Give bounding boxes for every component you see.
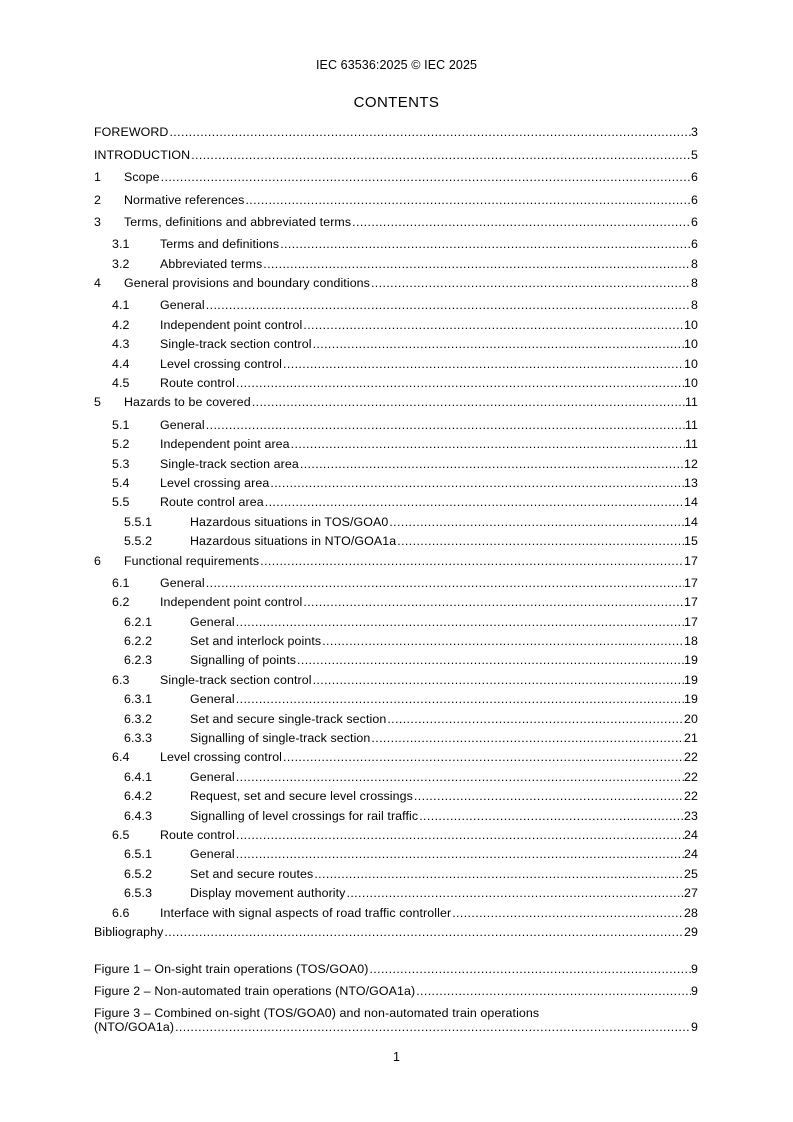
toc-entry-title: FOREWORD [94, 125, 169, 139]
dot-leader [262, 257, 691, 271]
toc-entry-page: 21 [684, 731, 698, 745]
toc-entry-number: 5.3 [112, 456, 130, 471]
dot-leader [251, 395, 685, 409]
toc-entry-title: General [160, 417, 205, 432]
dot-leader [386, 712, 684, 726]
toc-entry-title: Scope [124, 170, 160, 184]
dot-leader [205, 576, 684, 590]
toc-entry-page: 10 [684, 356, 698, 371]
toc-entry[interactable] [94, 673, 698, 687]
toc-entry-page: 22 [684, 750, 698, 765]
toc-entry-page: 28 [684, 905, 698, 920]
toc-entry-title: Single-track section control [160, 337, 312, 352]
toc-entry-page: 29 [684, 925, 698, 939]
contents-title: CONTENTS [353, 94, 440, 111]
toc-entry-number: 4 [94, 276, 101, 291]
toc-entry-number: 6.4.2 [124, 789, 153, 804]
toc-entry[interactable] [94, 750, 698, 764]
toc-entry[interactable] [94, 125, 698, 139]
figure-entry-page: 9 [691, 962, 698, 976]
toc-entry-title: Display movement authority [190, 886, 346, 901]
toc-entry-title: Functional requirements [124, 553, 260, 568]
toc-entry[interactable] [94, 337, 698, 351]
toc-entry[interactable] [94, 886, 698, 900]
toc-entry-title: Signalling of points [190, 653, 297, 668]
toc-entry-number: 6.2.2 [124, 634, 153, 648]
toc-entry[interactable] [94, 298, 698, 312]
dot-leader [235, 847, 684, 861]
toc-entry-number: 4.2 [112, 317, 130, 332]
toc-entry-number: 2 [94, 192, 101, 207]
toc-entry[interactable] [94, 653, 698, 667]
dot-leader [345, 886, 684, 900]
toc-entry-title: Hazardous situations in TOS/GOA0 [190, 514, 389, 529]
toc-entry-title: Hazardous situations in NTO/GOA1a [190, 534, 397, 549]
figure-entry-page: 9 [691, 1020, 698, 1034]
toc-entry-page: 24 [684, 828, 698, 842]
toc-entry-title: Independent point control [160, 317, 303, 332]
toc-entry-title: Signalling of single-track section [190, 731, 371, 745]
toc-entry[interactable] [94, 615, 698, 629]
toc-entry-page: 27 [684, 886, 698, 901]
toc-entry-number: 6.2.3 [124, 653, 153, 668]
toc-entry[interactable] [94, 476, 698, 490]
toc-entry[interactable] [94, 809, 698, 823]
dot-leader [415, 984, 691, 998]
toc-entry[interactable] [94, 847, 698, 861]
toc-entry-page: 11 [684, 417, 698, 432]
dot-leader [351, 215, 691, 229]
toc-entry-number: 1 [94, 170, 101, 184]
toc-entry[interactable] [94, 457, 698, 471]
toc-entry-title: Level crossing control [160, 356, 283, 371]
page-header: IEC 63536:2025 © IEC 2025 [315, 58, 478, 72]
toc-entry-number: 6.1 [112, 575, 130, 590]
toc-entry[interactable] [94, 418, 698, 432]
toc-entry-title: Route control [160, 828, 235, 842]
toc-entry-title: Independent point area [160, 437, 290, 452]
toc-entry[interactable] [94, 257, 698, 271]
toc-entry-page: 10 [684, 337, 698, 352]
toc-entry-number: 6 [94, 553, 101, 568]
dot-leader [205, 418, 685, 432]
toc-entry[interactable] [94, 357, 698, 371]
toc-entry-page: 5 [691, 147, 698, 162]
toc-entry[interactable] [94, 515, 698, 529]
dot-leader [190, 148, 691, 162]
figure-entry-title: Figure 2 – Non-automated train operations (NTO/GOA1a) [94, 984, 416, 998]
toc-entry-number: 6.2.1 [124, 614, 153, 629]
dot-leader [312, 337, 684, 351]
toc-entry[interactable] [94, 712, 698, 726]
toc-entry[interactable] [94, 789, 698, 803]
dot-leader [235, 376, 684, 390]
toc-entry-page: 6 [691, 237, 698, 252]
toc-entry[interactable] [94, 376, 698, 390]
toc-entry-page: 17 [684, 614, 698, 629]
toc-entry-number: 6.3.1 [124, 692, 153, 707]
toc-entry[interactable] [94, 276, 698, 290]
toc-entry-page: 22 [684, 789, 698, 804]
toc-entry-number: 6.4 [112, 750, 130, 765]
toc-entry-number: 5.4 [112, 475, 130, 490]
toc-entry-number: 6.3.2 [124, 711, 153, 726]
toc-entry-number: 3.1 [112, 237, 130, 252]
toc-entry-title: Independent point control [160, 595, 303, 610]
figure-entry-page: 9 [691, 984, 698, 998]
figure-entry-title: (NTO/GOA1a) [94, 1020, 175, 1034]
toc-entry-number: 5.5 [112, 495, 130, 510]
page-number: 1 [393, 1050, 400, 1064]
figure-entry[interactable] [94, 962, 698, 976]
toc-entry[interactable] [94, 318, 698, 332]
toc-entry-number: 3 [94, 215, 101, 229]
dot-leader [418, 809, 684, 823]
toc-entry[interactable] [94, 215, 698, 229]
toc-entry-page: 15 [684, 534, 698, 549]
toc-entry[interactable] [94, 634, 698, 648]
toc-entry-number: 5.5.1 [124, 514, 153, 529]
toc-entry[interactable] [94, 770, 698, 784]
toc-entry-title: Hazards to be covered [124, 395, 251, 410]
toc-entry-number: 6.3 [112, 672, 130, 687]
toc-entry[interactable] [94, 692, 698, 706]
dot-leader [279, 237, 691, 251]
dot-leader [370, 731, 684, 745]
toc-entry-number: 6.4.3 [124, 808, 153, 823]
dot-leader [302, 595, 684, 609]
dot-leader [205, 298, 691, 312]
toc-entry-number: 4.5 [112, 376, 130, 390]
toc-entry-title: Single-track section area [160, 456, 299, 471]
toc-entry[interactable] [94, 906, 698, 920]
toc-entry[interactable] [94, 148, 698, 162]
toc-entry-page: 8 [691, 298, 698, 313]
toc-entry-title: Abbreviated terms [160, 256, 263, 271]
toc-entry-page: 14 [684, 495, 698, 510]
dot-leader [388, 515, 684, 529]
toc-entry[interactable] [94, 170, 698, 184]
toc-entry-number: 5.5.2 [124, 534, 153, 549]
toc-entry-title: General [190, 847, 235, 862]
dot-leader [451, 906, 684, 920]
dot-leader [312, 673, 684, 687]
figure-entry-title: Figure 1 – On-sight train operations (TOS/GOA0) [94, 962, 369, 976]
dot-leader [290, 437, 685, 451]
toc-entry-page: 11 [684, 395, 698, 410]
toc-entry-title: Signalling of level crossings for rail traffic [190, 808, 419, 823]
dot-leader [235, 692, 684, 706]
toc-entry-title: General [190, 614, 235, 629]
toc-entry[interactable] [94, 925, 698, 939]
toc-entry-title: Set and interlock points [190, 634, 322, 648]
toc-entry-title: Interface with signal aspects of road traffic controller [160, 905, 452, 920]
dot-leader [282, 357, 684, 371]
toc-entry-page: 14 [684, 514, 698, 529]
dot-leader [413, 789, 684, 803]
dot-leader [244, 193, 691, 207]
dot-leader [302, 318, 684, 332]
toc-entry-page: 17 [684, 553, 698, 568]
toc-entry-page: 8 [691, 256, 698, 271]
toc-entry-page: 22 [684, 769, 698, 784]
toc-entry-number: 5.2 [112, 437, 130, 452]
toc-entry[interactable] [94, 193, 698, 207]
toc-entry[interactable] [94, 395, 698, 409]
dot-leader [396, 534, 684, 548]
toc-entry[interactable] [94, 576, 698, 590]
toc-entry-title: Terms, definitions and abbreviated terms [124, 215, 352, 229]
toc-entry-number: 6.6 [112, 905, 130, 920]
figure-entry[interactable] [94, 984, 698, 998]
toc-entry-page: 6 [691, 192, 698, 207]
dot-leader [174, 1020, 691, 1034]
toc-entry-title: Single-track section control [160, 672, 312, 687]
toc-entry-title: General [160, 298, 205, 313]
toc-entry[interactable] [94, 437, 698, 451]
toc-entry-number: 6.5 [112, 828, 130, 842]
toc-entry[interactable] [94, 495, 698, 509]
toc-entry[interactable] [94, 731, 698, 745]
dot-leader [168, 125, 691, 139]
dot-leader [296, 653, 684, 667]
toc-entry-title: Normative references [124, 192, 245, 207]
dot-leader [235, 770, 684, 784]
toc-entry-number: 6.5.2 [124, 866, 153, 881]
dot-leader [264, 495, 684, 509]
toc-entry-page: 25 [684, 866, 698, 881]
toc-entry-title: Level crossing control [160, 750, 283, 765]
toc-entry-number: 4.1 [112, 298, 130, 313]
toc-entry-page: 11 [684, 437, 698, 452]
toc-entry-number: 5 [94, 395, 101, 410]
toc-entry-page: 17 [684, 595, 698, 610]
toc-entry-number: 6.5.3 [124, 886, 153, 901]
dot-leader [370, 276, 691, 290]
toc-entry-number: 3.2 [112, 256, 130, 271]
dot-leader [160, 170, 691, 184]
toc-entry[interactable] [94, 595, 698, 609]
toc-entry-page: 24 [684, 847, 698, 862]
toc-entry-number: 6.3.3 [124, 731, 153, 745]
toc-entry-page: 12 [684, 456, 698, 471]
toc-entry[interactable] [94, 867, 698, 881]
toc-entry-page: 6 [691, 170, 698, 184]
toc-entry-page: 23 [684, 808, 698, 823]
toc-entry-title: Level crossing area [160, 475, 270, 490]
toc-entry-title: Request, set and secure level crossings [190, 789, 413, 804]
toc-entry-number: 6.4.1 [124, 769, 153, 784]
toc-entry-page: 19 [684, 653, 698, 668]
toc-entry-number: 6.2 [112, 595, 130, 610]
toc-entry[interactable] [94, 534, 698, 548]
toc-entry-page: 19 [684, 692, 698, 707]
toc-entry-title: Route control area [160, 495, 264, 510]
dot-leader [282, 750, 684, 764]
toc-entry[interactable] [94, 828, 698, 842]
toc-entry-title: Route control [160, 376, 235, 390]
toc-entry-page: 18 [684, 634, 698, 648]
dot-leader [163, 925, 684, 939]
toc-entry-title: Set and secure routes [190, 866, 314, 881]
dot-leader [269, 476, 684, 490]
toc-entry-page: 3 [691, 125, 698, 139]
toc-entry-title: Set and secure single-track section [190, 711, 387, 726]
toc-entry-page: 17 [684, 575, 698, 590]
toc-entry-page: 6 [691, 215, 698, 229]
toc-entry-page: 10 [684, 376, 698, 390]
toc-entry-page: 8 [691, 276, 698, 291]
toc-entry-page: 10 [684, 317, 698, 332]
toc-entry-title: General [190, 692, 235, 707]
toc-entry-title: Terms and definitions [160, 237, 280, 252]
toc-entry-title: General provisions and boundary conditions [124, 276, 370, 291]
dot-leader [235, 615, 684, 629]
dot-leader [235, 828, 684, 842]
dot-leader [368, 962, 691, 976]
dot-leader [313, 867, 684, 881]
toc-entry-title: INTRODUCTION [94, 147, 191, 162]
toc-entry-number: 5.1 [112, 417, 130, 432]
toc-entry-number: 4.4 [112, 356, 130, 371]
toc-entry-page: 20 [684, 711, 698, 726]
toc-entry-page: 13 [684, 475, 698, 490]
dot-leader [259, 554, 684, 568]
dot-leader [321, 634, 684, 648]
figure-entry[interactable] [94, 1006, 698, 1034]
toc-entry-title: Bibliography [94, 925, 164, 939]
toc-entry-page: 19 [684, 672, 698, 687]
toc-entry[interactable] [94, 554, 698, 568]
toc-entry-number: 4.3 [112, 337, 130, 352]
toc-entry[interactable] [94, 237, 698, 251]
toc-entry-title: General [160, 575, 205, 590]
figure-entry-title-line1: Figure 3 – Combined on-sight (TOS/GOA0) and non-automated train operations [94, 1006, 540, 1020]
toc-entry-title: General [190, 769, 235, 784]
toc-entry-number: 6.5.1 [124, 847, 153, 862]
dot-leader [299, 457, 684, 471]
